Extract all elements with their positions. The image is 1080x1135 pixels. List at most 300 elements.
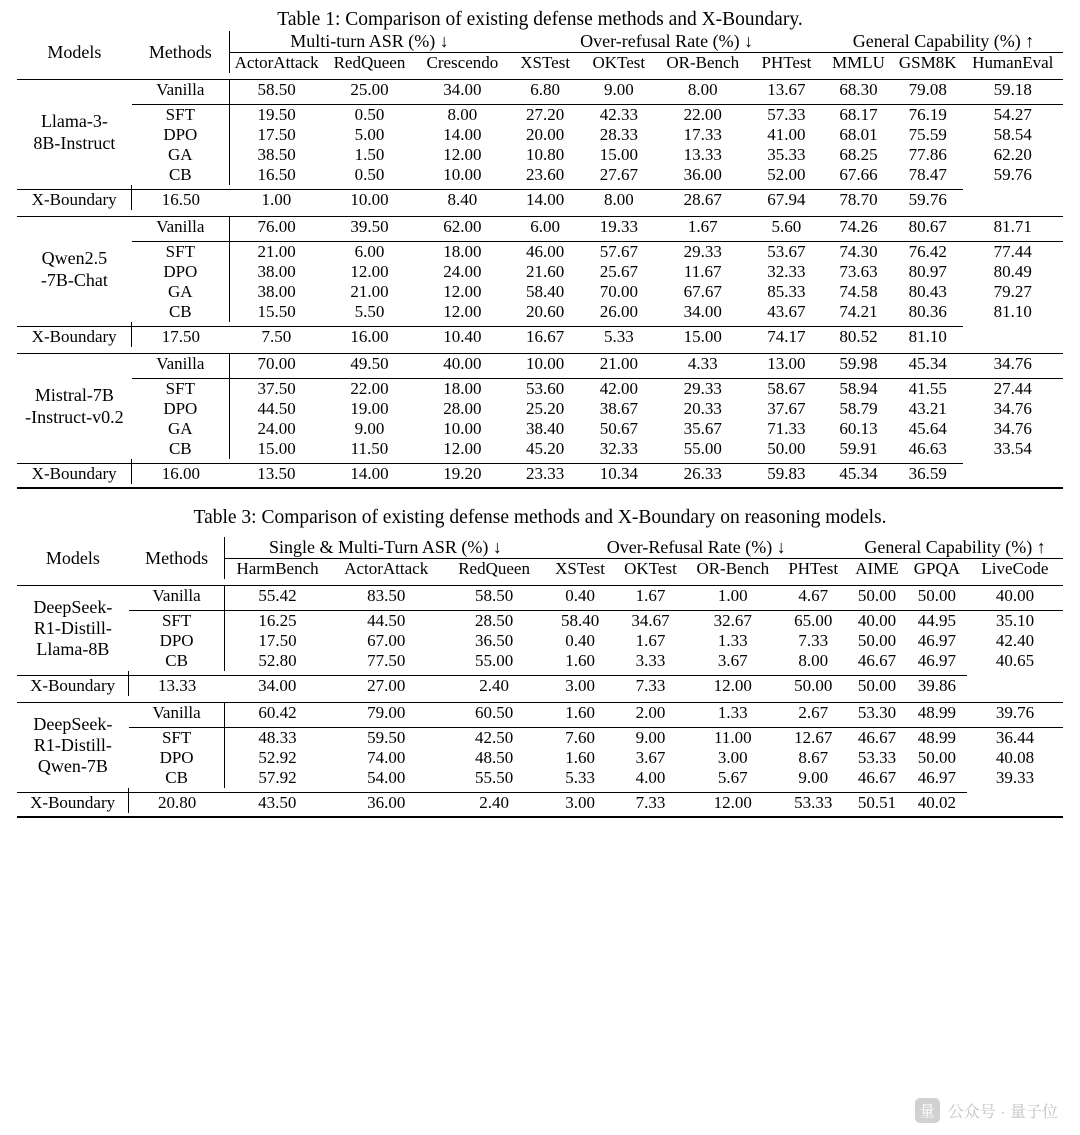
cell: 52.80 — [258, 651, 297, 670]
cell: 22.00 — [683, 105, 722, 124]
cell: 17.50 — [257, 125, 296, 144]
cell: 27.44 — [993, 379, 1032, 398]
cell: 53.60 — [526, 379, 565, 398]
cell: 34.76 — [993, 354, 1032, 373]
cell: 74.21 — [839, 302, 878, 321]
cell: 44.50 — [367, 611, 406, 630]
table1-model-0 — [17, 80, 132, 186]
cell: 10.80 — [526, 145, 565, 164]
cell: 58.40 — [560, 611, 600, 630]
cell: 46.97 — [917, 631, 956, 650]
cell: 46.67 — [857, 651, 897, 670]
cell: 85.33 — [767, 282, 806, 301]
model-name-line: Qwen-7B — [37, 756, 108, 777]
cell: 0.50 — [354, 105, 385, 124]
table-row — [17, 80, 1063, 101]
method-label: Vanilla — [129, 586, 225, 607]
cell: 20.80 — [157, 793, 197, 812]
cell: 44.95 — [917, 611, 956, 630]
cell: 74.00 — [367, 748, 406, 767]
cell: 23.60 — [526, 165, 565, 184]
cell: 2.40 — [479, 676, 509, 695]
cell: 55.42 — [258, 586, 297, 605]
cell: 35.10 — [995, 611, 1035, 630]
table3-subcol-oktest: OKTest — [624, 559, 677, 578]
cell: 70.00 — [599, 282, 638, 301]
cell: 37.50 — [257, 379, 296, 398]
method-label: X-Boundary — [17, 327, 132, 348]
method-label: SFT — [132, 105, 229, 126]
cell: 83.50 — [367, 586, 406, 605]
cell: 13.33 — [683, 145, 722, 164]
cell: 67.67 — [683, 282, 722, 301]
cell: 8.67 — [798, 748, 829, 767]
cell: 76.42 — [908, 242, 947, 261]
cell: 54.00 — [367, 768, 406, 787]
watermark-logo-icon: 量 — [915, 1098, 940, 1123]
table-row — [17, 399, 1063, 419]
cell: 5.33 — [603, 327, 634, 346]
cell: 34.67 — [631, 611, 670, 630]
cell: 52.00 — [767, 165, 806, 184]
cell: 80.97 — [908, 262, 947, 281]
table-row — [17, 676, 1063, 697]
table-row — [17, 651, 1063, 671]
cell: 3.33 — [635, 651, 666, 670]
cell: 34.00 — [683, 302, 722, 321]
cell: 68.30 — [839, 80, 878, 99]
cell: 78.47 — [908, 165, 947, 184]
table-row — [17, 190, 1063, 211]
cell: 46.97 — [917, 768, 956, 787]
cell: 40.08 — [995, 748, 1035, 767]
cell: 1.33 — [717, 631, 748, 650]
method-label: X-Boundary — [17, 793, 129, 814]
cell: 55.00 — [474, 651, 514, 670]
cell: 59.50 — [367, 728, 406, 747]
table-row — [17, 793, 1063, 814]
cell: 5.60 — [771, 217, 802, 236]
table-row — [17, 262, 1063, 282]
table-row — [17, 145, 1063, 165]
cell: 36.00 — [367, 793, 406, 812]
cell: 50.00 — [917, 748, 956, 767]
table-row — [17, 464, 1063, 485]
cell: 8.00 — [687, 80, 718, 99]
cell: 50.00 — [917, 586, 956, 605]
cell: 42.00 — [599, 379, 638, 398]
cell: 5.33 — [565, 768, 595, 787]
cell: 76.00 — [257, 217, 296, 236]
table3-subcol-xstest: XSTest — [555, 559, 605, 578]
cell: 42.50 — [474, 728, 514, 747]
cell: 25.00 — [350, 80, 389, 99]
table3-subcol-livecode: LiveCode — [981, 559, 1049, 578]
cell: 16.00 — [161, 464, 200, 483]
cell: 44.50 — [257, 399, 296, 418]
cell: 19.50 — [257, 105, 296, 124]
cell: 79.08 — [908, 80, 947, 99]
method-label: X-Boundary — [17, 190, 132, 211]
cell: 36.00 — [683, 165, 722, 184]
cell: 76.19 — [908, 105, 947, 124]
table3-subcol-harmbench: HarmBench — [236, 559, 319, 578]
method-label: GA — [132, 282, 229, 302]
cell: 45.20 — [526, 439, 565, 458]
cell: 39.76 — [995, 703, 1035, 722]
cell: 41.00 — [767, 125, 806, 144]
cell: 59.76 — [993, 165, 1032, 184]
cell: 42.33 — [599, 105, 638, 124]
cell: 50.00 — [857, 631, 897, 650]
cell: 55.00 — [683, 439, 722, 458]
table-row — [17, 302, 1063, 322]
method-label: DPO — [129, 748, 225, 768]
method-label: CB — [132, 302, 229, 322]
cell: 13.33 — [157, 676, 197, 695]
table1-subcol-oktest: OKTest — [592, 53, 646, 72]
cell: 6.00 — [530, 217, 561, 236]
cell: 12.00 — [443, 282, 482, 301]
cell: 46.97 — [917, 651, 956, 670]
table-row — [17, 439, 1063, 459]
table-row — [17, 125, 1063, 145]
cell: 50.00 — [794, 676, 833, 695]
cell: 9.00 — [603, 80, 634, 99]
cell: 1.67 — [635, 631, 666, 650]
cell: 28.67 — [683, 190, 722, 209]
method-label: CB — [129, 651, 225, 671]
cell: 28.00 — [443, 399, 482, 418]
cell: 18.00 — [443, 379, 482, 398]
cell: 10.00 — [443, 165, 482, 184]
table1-subcol-mmlu: MMLU — [831, 53, 885, 72]
cell: 2.67 — [798, 703, 829, 722]
cell: 8.40 — [447, 190, 478, 209]
cell: 50.00 — [767, 439, 806, 458]
cell: 53.67 — [767, 242, 806, 261]
method-label: Vanilla — [132, 354, 229, 375]
cell: 3.00 — [565, 676, 595, 695]
cell: 80.36 — [908, 302, 947, 321]
cell: 57.67 — [599, 242, 638, 261]
cell: 58.40 — [526, 282, 565, 301]
cell: 81.10 — [993, 302, 1032, 321]
cell: 35.67 — [683, 419, 722, 438]
model-name-line: Mistral-7B — [34, 385, 114, 406]
method-label: GA — [132, 419, 229, 439]
model-name-line: 8B-Instruct — [33, 132, 116, 153]
model-name-line: Qwen2.5 — [41, 248, 108, 269]
cell: 37.67 — [767, 399, 806, 418]
cell: 16.25 — [258, 611, 297, 630]
cell: 28.33 — [599, 125, 638, 144]
method-label: SFT — [132, 242, 229, 263]
cell: 19.00 — [350, 399, 389, 418]
cell: 9.00 — [354, 419, 385, 438]
table1-col-methods: Methods — [132, 31, 229, 73]
method-label: DPO — [129, 631, 225, 651]
cell: 58.94 — [839, 379, 878, 398]
cell: 7.33 — [635, 793, 666, 812]
table3-caption-label: Table 3: — [193, 507, 257, 528]
model-name-line: DeepSeek- — [33, 713, 113, 734]
cell: 23.33 — [526, 464, 565, 483]
cell: 59.91 — [839, 439, 878, 458]
cell: 68.25 — [839, 145, 878, 164]
table1-caption-label: Table 1: — [277, 9, 341, 30]
cell: 43.50 — [258, 793, 297, 812]
cell: 46.67 — [857, 728, 897, 747]
method-label: Vanilla — [132, 217, 229, 238]
cell: 53.30 — [857, 703, 897, 722]
cell: 77.86 — [908, 145, 947, 164]
method-label: SFT — [129, 611, 225, 632]
cell: 59.18 — [993, 80, 1032, 99]
method-label: SFT — [129, 728, 225, 749]
cell: 60.13 — [839, 419, 878, 438]
table1-subcol-humaneval: HumanEval — [972, 53, 1054, 72]
cell: 18.00 — [443, 242, 482, 261]
cell: 59.98 — [839, 354, 878, 373]
cell: 45.34 — [839, 464, 878, 483]
cell: 13.00 — [767, 354, 806, 373]
cell: 11.00 — [713, 728, 752, 747]
table1-model-2 — [17, 354, 132, 460]
cell: 40.00 — [857, 611, 897, 630]
cell: 9.00 — [635, 728, 666, 747]
cell: 22.00 — [350, 379, 389, 398]
cell: 10.00 — [443, 419, 482, 438]
table-row — [17, 165, 1063, 185]
table-row — [17, 242, 1063, 263]
cell: 4.33 — [687, 354, 718, 373]
cell: 54.27 — [993, 105, 1032, 124]
cell: 12.67 — [794, 728, 833, 747]
table1-caption-text: Comparison of existing defense methods and X-Boundary. — [345, 9, 803, 30]
method-label: CB — [132, 439, 229, 459]
cell: 10.34 — [599, 464, 638, 483]
cell: 1.67 — [687, 217, 718, 236]
cell: 68.17 — [839, 105, 878, 124]
cell: 40.02 — [917, 793, 956, 812]
table1-model-1 — [17, 217, 132, 323]
cell: 50.00 — [857, 586, 897, 605]
cell: 9.00 — [798, 768, 829, 787]
cell: 65.00 — [794, 611, 833, 630]
cell: 46.00 — [526, 242, 565, 261]
cell: 70.00 — [257, 354, 296, 373]
cell: 0.40 — [565, 586, 595, 605]
cell: 40.00 — [995, 586, 1035, 605]
cell: 26.33 — [683, 464, 722, 483]
cell: 74.26 — [839, 217, 878, 236]
cell: 8.00 — [798, 651, 829, 670]
table3-bottom-rule — [17, 813, 1063, 817]
cell: 48.99 — [917, 728, 956, 747]
cell: 77.50 — [367, 651, 406, 670]
cell: 67.00 — [367, 631, 406, 650]
table1-subcol-redqueen: RedQueen — [333, 53, 406, 72]
table-row — [17, 631, 1063, 651]
table-row — [17, 768, 1063, 788]
cell: 1.50 — [354, 145, 385, 164]
cell: 3.67 — [635, 748, 666, 767]
table-row — [17, 379, 1063, 400]
cell: 24.00 — [257, 419, 296, 438]
cell: 2.40 — [479, 793, 509, 812]
cell: 1.00 — [261, 190, 292, 209]
cell: 21.00 — [257, 242, 296, 261]
table1-subcol-orbench: OR-Bench — [666, 53, 740, 72]
cell: 4.00 — [635, 768, 666, 787]
cell: 27.67 — [599, 165, 638, 184]
table-row — [17, 354, 1063, 375]
table-row — [17, 748, 1063, 768]
cell: 8.00 — [447, 105, 478, 124]
cell: 12.00 — [350, 262, 389, 281]
cell: 7.33 — [798, 631, 829, 650]
cell: 38.00 — [257, 262, 296, 281]
cell: 0.50 — [354, 165, 385, 184]
cell: 45.64 — [908, 419, 947, 438]
cell: 1.00 — [717, 586, 748, 605]
table1-group-2: General Capability (%) ↑ — [824, 31, 1063, 53]
cell: 55.50 — [474, 768, 514, 787]
model-name-line: R1-Distill- — [33, 617, 112, 638]
method-label: Vanilla — [132, 80, 229, 101]
table-row — [17, 327, 1063, 348]
cell: 1.60 — [565, 651, 595, 670]
model-name-line: -Instruct-v0.2 — [25, 406, 124, 427]
cell: 25.20 — [526, 399, 565, 418]
cell: 8.00 — [603, 190, 634, 209]
cell: 80.67 — [908, 217, 947, 236]
cell: 38.50 — [257, 145, 296, 164]
table3-caption — [16, 489, 1064, 529]
cell: 53.33 — [794, 793, 833, 812]
method-label: CB — [132, 165, 229, 185]
cell: 78.70 — [839, 190, 878, 209]
cell: 34.76 — [993, 419, 1032, 438]
cell: 2.00 — [635, 703, 666, 722]
cell: 17.50 — [161, 327, 200, 346]
cell: 28.50 — [474, 611, 514, 630]
cell: 58.50 — [257, 80, 296, 99]
cell: 20.00 — [526, 125, 565, 144]
cell: 14.00 — [350, 464, 389, 483]
cell: 81.71 — [993, 217, 1032, 236]
cell: 21.60 — [526, 262, 565, 281]
cell: 67.66 — [839, 165, 878, 184]
cell: 50.67 — [599, 419, 638, 438]
cell: 15.50 — [257, 302, 296, 321]
cell: 32.33 — [767, 262, 806, 281]
cell: 39.33 — [995, 768, 1035, 787]
cell: 36.50 — [474, 631, 514, 650]
cell: 15.00 — [599, 145, 638, 164]
cell: 17.50 — [258, 631, 297, 650]
cell: 34.76 — [993, 399, 1032, 418]
cell: 17.33 — [683, 125, 722, 144]
table1-subcol-crescendo: Crescendo — [426, 53, 499, 72]
cell: 21.00 — [599, 354, 638, 373]
table-row — [17, 703, 1063, 724]
cell: 3.00 — [565, 793, 595, 812]
cell: 48.50 — [474, 748, 514, 767]
cell: 36.59 — [908, 464, 947, 483]
cell: 60.42 — [258, 703, 297, 722]
cell: 74.58 — [839, 282, 878, 301]
cell: 33.54 — [993, 439, 1032, 458]
cell: 40.65 — [995, 651, 1035, 670]
model-name-line: R1-Distill- — [33, 734, 112, 755]
model-name-line: Llama-8B — [36, 639, 110, 660]
method-label: X-Boundary — [17, 676, 129, 697]
cell: 27.00 — [367, 676, 406, 695]
cell: 12.00 — [713, 793, 752, 812]
cell: 5.00 — [354, 125, 385, 144]
table3-model-1 — [17, 703, 129, 789]
table3-col-models: Models — [45, 547, 100, 568]
cell: 24.00 — [443, 262, 482, 281]
cell: 35.33 — [767, 145, 806, 164]
cell: 38.00 — [257, 282, 296, 301]
cell: 38.67 — [599, 399, 638, 418]
cell: 80.52 — [839, 327, 878, 346]
cell: 48.99 — [917, 703, 956, 722]
table1-subcol-phtest: PHTest — [761, 53, 812, 72]
table3-caption-text: Comparison of existing defense methods and X-Boundary on reasoning models. — [261, 507, 887, 528]
table3 — [17, 537, 1063, 818]
cell: 75.59 — [908, 125, 947, 144]
cell: 59.76 — [908, 190, 947, 209]
cell: 5.50 — [354, 302, 385, 321]
cell: 13.50 — [257, 464, 296, 483]
cell: 81.10 — [908, 327, 947, 346]
table3-subcol-orbench: OR-Bench — [696, 559, 770, 578]
cell: 50.00 — [857, 676, 897, 695]
cell: 42.40 — [995, 631, 1035, 650]
cell: 58.54 — [993, 125, 1032, 144]
table3-col-methods: Methods — [129, 537, 225, 579]
cell: 80.43 — [908, 282, 947, 301]
cell: 25.67 — [599, 262, 638, 281]
cell: 1.60 — [565, 703, 595, 722]
cell: 57.92 — [258, 768, 297, 787]
cell: 62.00 — [443, 217, 482, 236]
table-row — [17, 419, 1063, 439]
table-row — [17, 217, 1063, 238]
cell: 58.50 — [474, 586, 514, 605]
cell: 15.00 — [257, 439, 296, 458]
cell: 60.50 — [474, 703, 514, 722]
cell: 58.67 — [767, 379, 806, 398]
cell: 3.00 — [717, 748, 748, 767]
method-label: DPO — [132, 125, 229, 145]
table3-subcol-gpqa: GPQA — [913, 559, 961, 578]
cell: 79.27 — [993, 282, 1032, 301]
method-label: GA — [132, 145, 229, 165]
cell: 50.51 — [857, 793, 897, 812]
cell: 57.33 — [767, 105, 806, 124]
cell: 4.67 — [798, 586, 829, 605]
cell: 1.33 — [717, 703, 748, 722]
cell: 67.94 — [767, 190, 806, 209]
cell: 10.40 — [443, 327, 482, 346]
method-label: DPO — [132, 399, 229, 419]
cell: 12.00 — [713, 676, 752, 695]
